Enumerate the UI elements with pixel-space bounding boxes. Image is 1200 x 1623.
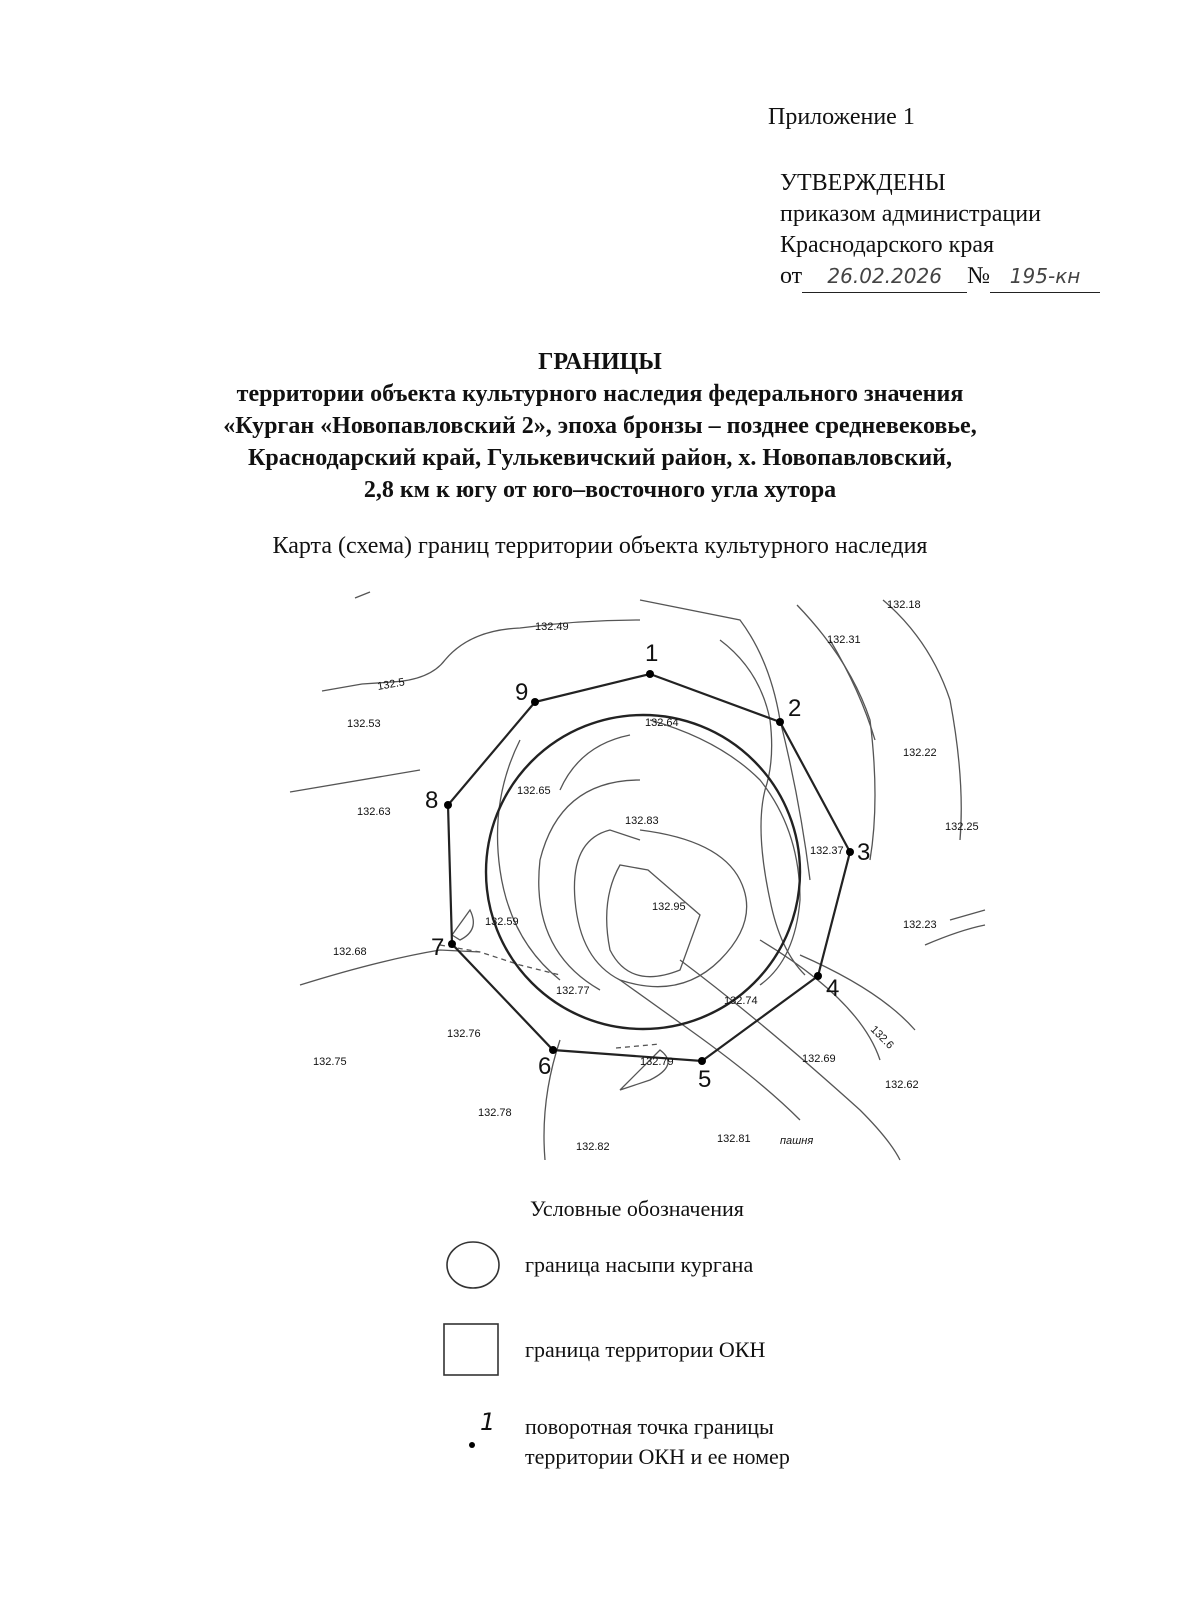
- point-label-6: 6: [538, 1053, 552, 1080]
- elevation-mark: 132.95: [652, 901, 686, 913]
- elevation-mark: 132.63: [357, 806, 391, 818]
- order-date: 26.02.2026: [827, 264, 942, 288]
- elevation-mark: 132.83: [625, 815, 659, 827]
- elevation-mark: 132.18: [887, 599, 921, 611]
- turning-point-7: [448, 940, 456, 948]
- elevation-mark: 132.22: [903, 747, 937, 759]
- turning-point-labels: [425, 640, 870, 1093]
- elevation-mark: 132.37: [810, 845, 844, 857]
- turning-point-1: [646, 670, 654, 678]
- elevation-mark: 132.74: [724, 995, 758, 1007]
- point-label-8: 8: [425, 787, 439, 814]
- point-label-1: 1: [645, 640, 659, 667]
- territory-boundary-polygon: [448, 674, 850, 1061]
- order-line-1: приказом администрации: [780, 201, 1041, 227]
- number-prefix: №: [967, 263, 991, 289]
- turning-point-2: [776, 718, 784, 726]
- legend-circle-symbol: [447, 1242, 499, 1288]
- point-label-4: 4: [826, 975, 840, 1002]
- turning-points: [444, 670, 854, 1065]
- title-line-3: «Курган «Новопавловский 2», эпоха бронзы – позднее средневековье,: [223, 413, 977, 439]
- point-label-3: 3: [857, 839, 871, 866]
- legend-mound-boundary: граница насыпи кургана: [525, 1252, 754, 1277]
- point-label-2: 2: [788, 695, 802, 722]
- legend-turning-point: [525, 1412, 790, 1472]
- elevation-mark: 132.76: [447, 1028, 481, 1040]
- order-number: 195-кн: [1009, 264, 1081, 288]
- elevation-mark: 132.62: [885, 1079, 919, 1091]
- elevation-mark: 132.69: [802, 1053, 836, 1065]
- elevation-marks: [313, 599, 979, 1153]
- contour-label: 132.6: [867, 1023, 896, 1052]
- turning-point-5: [698, 1057, 706, 1065]
- turning-point-9: [531, 698, 539, 706]
- appendix-label: Приложение 1: [768, 104, 915, 130]
- title-line-4: Краснодарский край, Гулькевичский район, х. Новопавловский,: [247, 445, 953, 471]
- turning-point-8: [444, 801, 452, 809]
- legend-point-number: 1: [480, 1408, 496, 1436]
- elevation-mark: 132.68: [333, 946, 367, 958]
- elevation-mark: 132.64: [645, 717, 679, 729]
- point-label-5: 5: [698, 1066, 712, 1093]
- elevation-mark: 132.49: [535, 621, 569, 633]
- date-prefix: от: [780, 263, 803, 289]
- elevation-mark: 132.75: [313, 1056, 347, 1068]
- elevation-mark: 132.81: [717, 1133, 751, 1145]
- elevation-mark: 132.77: [556, 985, 590, 997]
- title-line-1: ГРАНИЦЫ: [538, 349, 662, 375]
- elevation-mark: 132.78: [478, 1107, 512, 1119]
- mound-boundary-circle: [486, 715, 800, 1029]
- legend-point-symbol: [469, 1442, 475, 1448]
- point-label-7: 7: [431, 934, 445, 961]
- legend-title: Условные обозначения: [530, 1196, 744, 1221]
- legend-turning-point-line-2: территории ОКН и ее номер: [525, 1444, 790, 1469]
- legend-turning-point-line-1: поворотная точка границы: [525, 1414, 774, 1439]
- field-label: пашня: [780, 1135, 814, 1147]
- elevation-mark: 132.79: [640, 1056, 674, 1068]
- elevation-mark: 132.82: [576, 1141, 610, 1153]
- turning-point-3: [846, 848, 854, 856]
- elevation-mark: 132.59: [485, 916, 519, 928]
- turning-point-4: [814, 972, 822, 980]
- elevation-mark: 132.53: [347, 718, 381, 730]
- title-line-5: 2,8 км к югу от юго–восточного угла хутора: [363, 477, 837, 503]
- elevation-mark: 132.25: [945, 821, 979, 833]
- order-line-2: Краснодарского края: [780, 232, 995, 258]
- map-caption: Карта (схема) границ территории объекта культурного наследия: [272, 533, 928, 559]
- legend-square-symbol: [444, 1324, 498, 1375]
- point-label-9: 9: [515, 679, 529, 706]
- legend-territory-boundary: граница территории ОКН: [525, 1337, 766, 1362]
- elevation-mark: 132.31: [827, 634, 861, 646]
- approved-heading: УТВЕРЖДЕНЫ: [780, 170, 946, 196]
- elevation-mark: 132.23: [903, 919, 937, 931]
- contour-label: 132.5: [376, 676, 406, 693]
- elevation-mark: 132.65: [517, 785, 551, 797]
- title-line-2: территории объекта культурного наследия федерального значения: [236, 381, 964, 407]
